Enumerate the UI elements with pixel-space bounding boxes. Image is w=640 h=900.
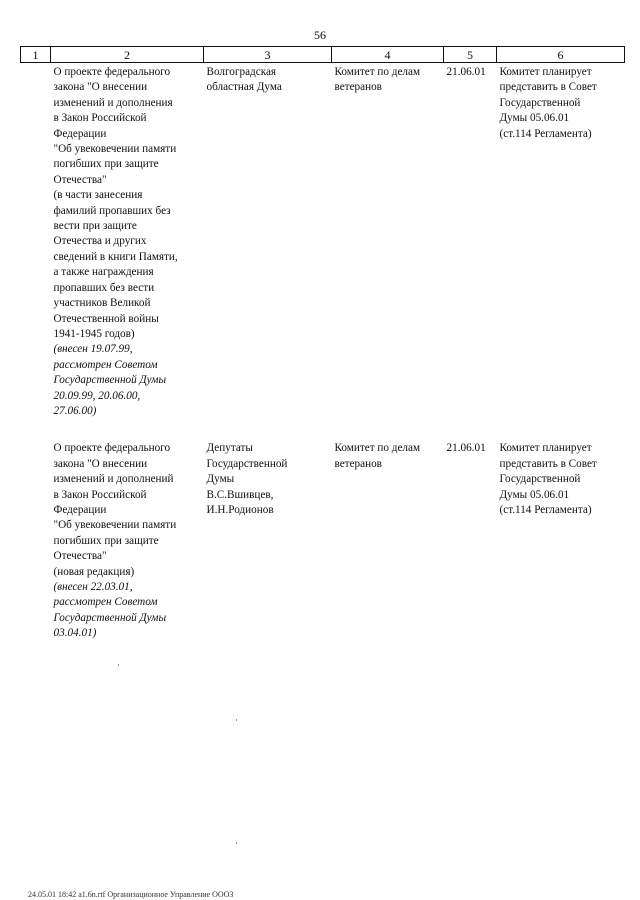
cell-line: погибших при защите: [53, 158, 159, 171]
committee-cell: [332, 63, 444, 440]
cell-line: Государственной: [499, 96, 581, 109]
cell-line: И.Н.Родионов: [206, 503, 274, 516]
committee-cell: [332, 439, 444, 661]
date-value: 21.06.01: [446, 66, 486, 78]
cell-line: Комитет по делам: [334, 66, 421, 78]
footer-print-line: 24.05.01 18:42 a1.6n.rtf Организационное Управление ООО3: [28, 890, 234, 899]
column-number: 2: [51, 47, 204, 63]
column-number: 5: [444, 47, 497, 63]
column-number: 6: [497, 47, 625, 63]
date-cell: [444, 439, 497, 661]
cell-line: рассмотрен Советом: [53, 358, 158, 371]
cell-line: Отечественной войны: [53, 312, 159, 325]
register-body: [21, 63, 625, 662]
cell-line: сведений в книги Памяти,: [53, 250, 178, 263]
cell-line: Волгоградская: [206, 66, 277, 78]
cell-line: Федерации: [53, 503, 107, 516]
page-number: 56: [314, 28, 326, 42]
cell-line: Думы: [206, 473, 235, 486]
row-number-cell: [21, 439, 51, 661]
cell-line: 1941-1945 годов): [53, 327, 135, 340]
scan-speck: [236, 842, 237, 844]
cell-line: Думы 05.06.01: [499, 488, 570, 501]
cell-line: областная Дума: [206, 81, 282, 94]
cell-line: участников Великой: [53, 297, 151, 310]
cell-line: Комитет планирует: [499, 66, 592, 78]
table-row: [21, 439, 625, 661]
scan-speck: [236, 719, 237, 721]
column-number: 3: [204, 47, 332, 63]
cell-line: в Закон Российской: [53, 112, 147, 125]
cell-line: О проекте федерального: [53, 442, 171, 455]
cell-line: изменений и дополнений: [53, 473, 174, 486]
cell-line: Отечества": [53, 550, 107, 563]
cell-line: Отечества": [53, 173, 107, 186]
cell-line: "Об увековечении памяти: [53, 143, 177, 156]
row-number-cell: [21, 63, 51, 440]
date-value: 21.06.01: [446, 442, 486, 455]
cell-line: ветеранов: [334, 457, 382, 470]
cell-line: в Закон Российской: [53, 488, 147, 501]
initiator-cell: [204, 63, 332, 440]
status-note-cell: [497, 63, 625, 440]
cell-line: вести при защите: [53, 220, 137, 233]
cell-line: представить в Совет: [499, 81, 597, 94]
date-cell: [444, 63, 497, 440]
cell-line: Государственной Думы: [53, 611, 167, 624]
cell-line: Комитет планирует: [499, 442, 592, 455]
initiator-cell: [204, 439, 332, 661]
cell-line: 03.04.01): [53, 627, 97, 640]
column-number-row: [21, 47, 625, 63]
cell-line: закона "О внесении: [53, 457, 148, 470]
cell-line: погибших при защите: [53, 534, 159, 547]
cell-line: Отечества и других: [53, 235, 147, 248]
cell-line: (внесен 22.03.01,: [53, 581, 133, 593]
cell-line: 27.06.00): [53, 404, 97, 417]
cell-line: а также награждения: [53, 266, 154, 279]
cell-line: (новая редакция): [53, 565, 135, 578]
cell-line: (внесен 19.07.99,: [53, 343, 133, 356]
cell-line: пропавших без вести: [53, 281, 155, 294]
cell-line: (ст.114 Регламента): [499, 127, 592, 140]
cell-line: изменений и дополнения: [53, 96, 173, 109]
cell-line: закона "О внесении: [53, 81, 148, 94]
cell-line: Федерации: [53, 127, 107, 140]
cell-line: Государственной Думы: [53, 374, 167, 387]
scan-speck: [118, 664, 119, 666]
cell-line: "Об увековечении памяти: [53, 519, 177, 532]
column-number: 4: [332, 47, 444, 63]
cell-line: (в части занесения: [53, 189, 143, 202]
cell-line: О проекте федерального: [53, 66, 171, 78]
column-number: 1: [21, 47, 51, 63]
register-table: [20, 46, 625, 662]
cell-line: Депутаты: [206, 442, 253, 455]
cell-line: Думы 05.06.01: [499, 112, 570, 125]
status-note-cell: [497, 439, 625, 661]
cell-line: фамилий пропавших без: [53, 204, 171, 217]
cell-line: представить в Совет: [499, 457, 597, 470]
cell-line: ветеранов: [334, 81, 382, 94]
table-row: [21, 63, 625, 440]
cell-line: В.С.Вшивцев,: [206, 488, 274, 501]
cell-line: 20.09.99, 20.06.00,: [53, 389, 141, 402]
cell-line: (ст.114 Регламента): [499, 503, 592, 516]
cell-line: рассмотрен Советом: [53, 596, 158, 609]
cell-line: Государственной: [206, 457, 288, 470]
bill-title-cell: [51, 439, 204, 661]
bill-title-cell: [51, 63, 204, 440]
cell-line: Комитет по делам: [334, 442, 421, 455]
cell-line: Государственной: [499, 473, 581, 486]
